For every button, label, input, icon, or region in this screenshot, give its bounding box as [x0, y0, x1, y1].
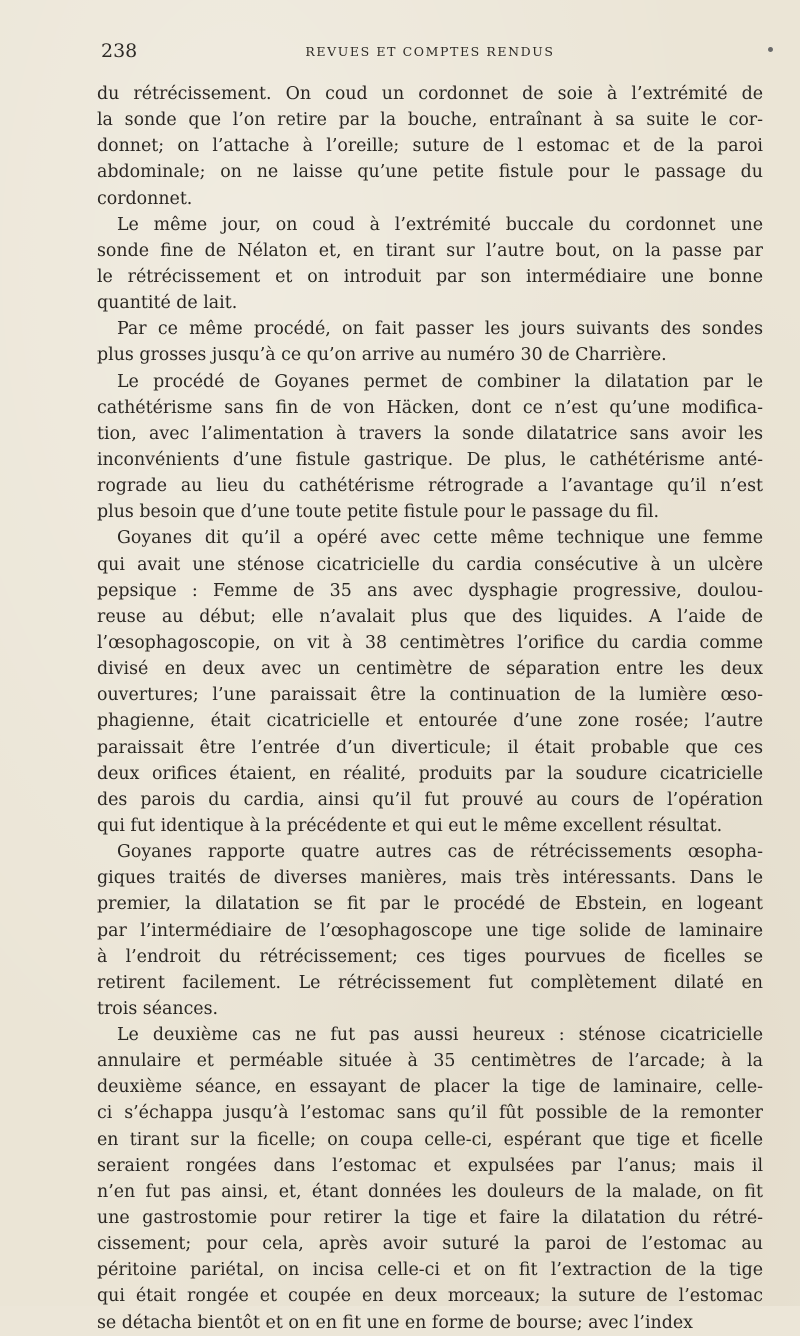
text-line: péritoine pariétal, on incisa celle-ci et on fit l’extraction de la tige: [97, 1260, 763, 1281]
text-line: pepsique : Femme de 35 ans avec dysphagie progressive, doulou-: [97, 580, 763, 601]
paragraph: [97, 839, 763, 1022]
text-line: sonde fine de Nélaton et, en tirant sur l’autre bout, on la passe par: [97, 240, 763, 261]
text-line: reuse au début; elle n’avalait plus que des liquides. A l’aide de: [97, 606, 763, 627]
text-line: quantité de lait.: [97, 293, 238, 314]
paragraph: [97, 212, 763, 317]
text-line: ci s’échappa jusqu’à l’estomac sans qu’il fût possible de la remonter: [97, 1103, 763, 1124]
text-line: paraissait être l’entrée d’un diverticule; il était probable que ces: [97, 737, 763, 758]
text-line: du rétrécissement. On coud un cordonnet de soie à l’extrémité de: [97, 84, 763, 104]
text-line: tion, avec l’alimentation à travers la sonde dilatatrice sans avoir les: [97, 423, 763, 444]
text-line: trois séances.: [97, 998, 219, 1019]
text-line: deux orifices étaient, en réalité, produits par la soudure cicatricielle: [97, 763, 763, 784]
text-line: par l’intermédiaire de l’œsophagoscope une tige solide de laminaire: [97, 920, 763, 941]
text-line: retirent facilement. Le rétrécissement fut complètement dilaté en: [97, 972, 763, 993]
text-line: rograde au lieu du cathétérisme rétrograde a l’avantage qu’il n’est: [97, 476, 763, 497]
text-line: qui était rongée et coupée en deux morceaux; la suture de l’estomac: [97, 1286, 763, 1307]
paragraph: [97, 369, 763, 526]
text-line: à l’endroit du rétrécissement; ces tiges pourvues de ficelles se: [97, 946, 763, 967]
text-line: abdominale; on ne laisse qu’une petite fistule pour le passage du: [97, 162, 763, 183]
text-line: la sonde que l’on retire par la bouche, entraînant à sa suite le cor-: [97, 110, 763, 131]
text-line: une gastrostomie pour retirer la tige et faire la dilatation du rétré-: [97, 1208, 763, 1229]
text-line: Le même jour, on coud à l’extrémité buccale du cordonnet une: [117, 214, 763, 235]
text-line: qui avait une sténose cicatricielle du cardia consécutive à un ulcère: [97, 554, 763, 575]
text-line: inconvénients d’une fistule gastrique. De plus, le cathétérisme anté-: [97, 449, 763, 470]
text-line: Goyanes rapporte quatre autres cas de rétrécissements œsopha-: [117, 842, 763, 863]
text-line: cordonnet.: [97, 188, 193, 209]
text-line: plus grosses jusqu’à ce qu’on arrive au numéro 30 de Charrière.: [97, 345, 667, 366]
paragraph: [97, 81, 763, 212]
text-line: se détacha bientôt et on en fit une en forme de bourse; avec l’index: [97, 1312, 693, 1333]
text-line: qui fut identique à la précédente et qui eut le même excellent résultat.: [97, 815, 723, 836]
text-line: Le procédé de Goyanes permet de combiner la dilatation par le: [117, 371, 763, 392]
text-line: divisé en deux avec un centimètre de séparation entre les deux: [97, 659, 763, 680]
body-text: [97, 81, 763, 1333]
text-line: l’œsophagoscopie, on vit à 38 centimètres l’orifice du cardia comme: [97, 632, 763, 653]
text-line: Le deuxième cas ne fut pas aussi heureux : sténose cicatricielle: [117, 1025, 763, 1046]
text-line: le rétrécissement et on introduit par son intermédiaire une bonne: [97, 266, 763, 287]
text-line: annulaire et perméable située à 35 centimètres de l’arcade; à la: [97, 1051, 763, 1072]
running-head: REVUES ET COMPTES RENDUS: [305, 44, 555, 59]
text-line: cissement; pour cela, après avoir suturé la paroi de l’estomac au: [97, 1234, 763, 1255]
text-line: ouvertures; l’une paraissait être la continuation de la lumière œso-: [97, 685, 763, 706]
page-number: 238: [101, 40, 138, 62]
text-line: cathétérisme sans fin de von Häcken, dont ce n’est qu’une modifica-: [97, 397, 763, 418]
text-line: seraient rongées dans l’estomac et expulsées par l’anus; mais il: [97, 1155, 763, 1176]
paragraph: [97, 1022, 763, 1336]
paragraph: [97, 525, 763, 839]
page-header: [97, 40, 763, 66]
text-line: giques traités de diverses manières, mais très intéressants. Dans le: [97, 868, 763, 889]
text-line: phagienne, était cicatricielle et entourée d’une zone rosée; l’autre: [97, 711, 763, 732]
paragraph: [97, 316, 763, 368]
text-line: des parois du cardia, ainsi qu’il fut prouvé au cours de l’opération: [97, 789, 763, 810]
text-line: donnet; on l’attache à l’oreille; suture de l estomac et de la paroi: [97, 136, 763, 157]
text-line: plus besoin que d’une toute petite fistule pour le passage du fil.: [97, 502, 660, 523]
text-line: en tirant sur la ficelle; on coupa celle-ci, espérant que tige et ficelle: [97, 1129, 763, 1150]
text-line: deuxième séance, en essayant de placer la tige de laminaire, celle-: [97, 1077, 763, 1098]
text-line: Goyanes dit qu’il a opéré avec cette même technique une femme: [117, 528, 763, 549]
margin-dot: [768, 47, 773, 52]
text-line: Par ce même procédé, on fait passer les jours suivants des sondes: [117, 319, 763, 340]
text-line: premier, la dilatation se fit par le procédé de Ebstein, en logeant: [97, 894, 763, 915]
text-line: n’en fut pas ainsi, et, étant données les douleurs de la malade, on fit: [97, 1181, 763, 1202]
